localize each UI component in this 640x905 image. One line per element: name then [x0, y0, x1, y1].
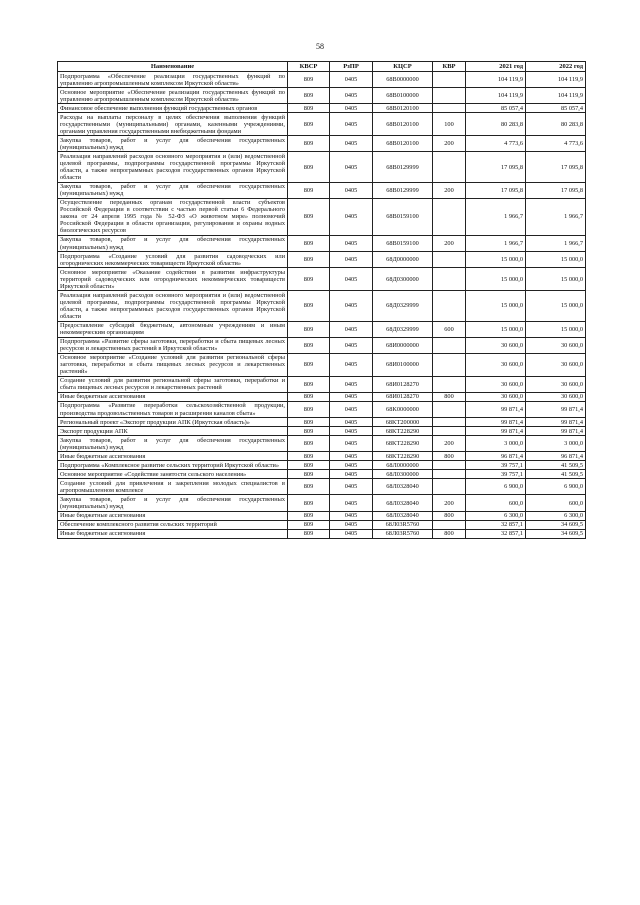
cell-rzpr: 0405 [330, 511, 373, 520]
cell-name: Реализация направлений расходов основного мероприятия и (или) ведомственной целевой программы, подпрограммы государственной программы Иркутской области, а также непрограммных расходов государственных органов Иркутской области [58, 291, 288, 321]
cell-kvr [433, 268, 466, 291]
cell-name: Основное мероприятие «Создание условий для развития региональной сферы заготовки, переработки и сбыта пищевых лесных ресурсов и лекарственных растений» [58, 353, 288, 376]
cell-rzpr: 0405 [330, 113, 373, 136]
cell-2022: 6 300,0 [526, 511, 586, 520]
cell-2021: 30 600,0 [466, 376, 526, 392]
cell-name: Иные бюджетные ассигнования [58, 529, 288, 538]
table-row [58, 291, 586, 321]
header-2021: 2021 год [466, 62, 526, 72]
cell-rzpr: 0405 [330, 291, 373, 321]
cell-kcsr: 68Л03R5760 [373, 529, 433, 538]
cell-kvr: 200 [433, 136, 466, 152]
table-row [58, 479, 586, 495]
cell-kvsr: 809 [288, 511, 330, 520]
cell-kvr [433, 291, 466, 321]
cell-rzpr: 0405 [330, 198, 373, 235]
cell-kvsr: 809 [288, 495, 330, 511]
cell-name: Подпрограмма «Обеспечение реализации государственных функций по управлению агропромышленным комплексом Иркутской области» [58, 72, 288, 88]
cell-kvr [433, 353, 466, 376]
cell-2022: 3 000,0 [526, 436, 586, 452]
cell-name: Основное мероприятие «Содействие занятости сельского населения» [58, 470, 288, 479]
cell-kvr [433, 72, 466, 88]
cell-2022: 1 966,7 [526, 198, 586, 235]
cell-rzpr: 0405 [330, 152, 373, 182]
cell-2022: 85 057,4 [526, 104, 586, 113]
cell-2021: 15 000,0 [466, 291, 526, 321]
table-row [58, 88, 586, 104]
cell-2021: 80 283,8 [466, 113, 526, 136]
cell-kvr [433, 520, 466, 529]
table-row [58, 470, 586, 479]
cell-2021: 1 966,7 [466, 198, 526, 235]
cell-2022: 6 900,0 [526, 479, 586, 495]
cell-kvsr: 809 [288, 136, 330, 152]
cell-name: Подпрограмма «Комплексное развитие сельских территорий Иркутской области» [58, 461, 288, 470]
cell-kcsr: 68B0129999 [373, 182, 433, 198]
cell-kcsr: 68Д0000000 [373, 252, 433, 268]
header-name: Наименование [58, 62, 288, 72]
cell-rzpr: 0405 [330, 88, 373, 104]
table-row [58, 113, 586, 136]
cell-kvr [433, 198, 466, 235]
cell-kcsr: 68Л0000000 [373, 461, 433, 470]
cell-kcsr: 68Л0328040 [373, 479, 433, 495]
cell-2021: 39 757,1 [466, 461, 526, 470]
table-row [58, 337, 586, 353]
cell-2021: 104 119,9 [466, 88, 526, 104]
cell-kcsr: 68Д0329999 [373, 321, 433, 337]
table-row [58, 104, 586, 113]
cell-kvr [433, 461, 466, 470]
cell-rzpr: 0405 [330, 235, 373, 251]
cell-kcsr: 68B0159100 [373, 235, 433, 251]
cell-2022: 99 871,4 [526, 427, 586, 436]
table-row [58, 252, 586, 268]
cell-kvr: 600 [433, 321, 466, 337]
cell-2021: 96 871,4 [466, 452, 526, 461]
cell-kvsr: 809 [288, 152, 330, 182]
cell-2021: 99 871,4 [466, 427, 526, 436]
cell-kvsr: 809 [288, 427, 330, 436]
cell-2022: 80 283,8 [526, 113, 586, 136]
cell-kvsr: 809 [288, 268, 330, 291]
cell-kvsr: 809 [288, 436, 330, 452]
cell-2021: 39 757,1 [466, 470, 526, 479]
table-row [58, 436, 586, 452]
cell-2021: 6 300,0 [466, 511, 526, 520]
cell-name: Осуществление переданных органам государственной власти субъектов Российской Федерации в соответствии с частью первой статьи 6 Федерального закона от 24 апреля 1995 года № 52-ФЗ «О животном мире» полномочий Российской Федерации в области организации, регулирования и охраны водных биологических ресурсов [58, 198, 288, 235]
cell-kvr [433, 418, 466, 427]
cell-2021: 6 900,0 [466, 479, 526, 495]
table-row [58, 376, 586, 392]
cell-name: Расходы на выплаты персоналу в целях обеспечения выполнения функций государственными (муниципальными) органами, казенными учреждениями, органами управления государственными внебюджетными фондами [58, 113, 288, 136]
cell-rzpr: 0405 [330, 376, 373, 392]
cell-kvsr: 809 [288, 182, 330, 198]
cell-kvr [433, 252, 466, 268]
cell-rzpr: 0405 [330, 495, 373, 511]
cell-kvr [433, 470, 466, 479]
cell-2022: 96 871,4 [526, 452, 586, 461]
cell-2021: 17 095,8 [466, 182, 526, 198]
cell-2022: 17 095,8 [526, 152, 586, 182]
cell-kcsr: 68B0120100 [373, 136, 433, 152]
cell-2022: 30 600,0 [526, 337, 586, 353]
cell-kvsr: 809 [288, 88, 330, 104]
page-number: 58 [316, 42, 324, 51]
table-header-row [58, 62, 586, 72]
cell-kvsr: 809 [288, 452, 330, 461]
cell-kvr: 800 [433, 511, 466, 520]
cell-kvr [433, 337, 466, 353]
cell-kvr [433, 88, 466, 104]
cell-kvr: 800 [433, 392, 466, 401]
cell-kvsr: 809 [288, 104, 330, 113]
cell-name: Подпрограмма «Создание условий для развития садоводческих или огороднических некоммерческих товариществ Иркутской области» [58, 252, 288, 268]
cell-2022: 104 119,9 [526, 88, 586, 104]
cell-2021: 99 871,4 [466, 418, 526, 427]
cell-rzpr: 0405 [330, 452, 373, 461]
table-row [58, 235, 586, 251]
cell-2022: 41 509,5 [526, 461, 586, 470]
cell-kvr: 200 [433, 235, 466, 251]
cell-kvsr: 809 [288, 479, 330, 495]
cell-rzpr: 0405 [330, 470, 373, 479]
table-row [58, 520, 586, 529]
cell-2022: 34 609,5 [526, 520, 586, 529]
cell-kvr [433, 427, 466, 436]
cell-kcsr: 68И0100000 [373, 353, 433, 376]
cell-2021: 32 857,1 [466, 520, 526, 529]
cell-kvsr: 809 [288, 198, 330, 235]
cell-2021: 30 600,0 [466, 337, 526, 353]
cell-name: Экспорт продукции АПК [58, 427, 288, 436]
cell-2022: 99 871,4 [526, 401, 586, 417]
cell-2022: 17 095,8 [526, 182, 586, 198]
cell-kvsr: 809 [288, 235, 330, 251]
cell-2021: 600,0 [466, 495, 526, 511]
budget-table [57, 61, 586, 539]
cell-name: Основное мероприятие «Обеспечение реализации государственных функций по управлению агропромышленным комплексом Иркутской области» [58, 88, 288, 104]
cell-kvsr: 809 [288, 401, 330, 417]
cell-2022: 15 000,0 [526, 321, 586, 337]
cell-2022: 600,0 [526, 495, 586, 511]
cell-kcsr: 68Л0328040 [373, 495, 433, 511]
cell-2021: 104 119,9 [466, 72, 526, 88]
cell-rzpr: 0405 [330, 252, 373, 268]
cell-name: Закупка товаров, работ и услуг для обеспечения государственных (муниципальных) нужд [58, 235, 288, 251]
header-kvr: КВР [433, 62, 466, 72]
cell-2021: 1 966,7 [466, 235, 526, 251]
cell-2022: 34 609,5 [526, 529, 586, 538]
cell-name: Реализация направлений расходов основного мероприятия и (или) ведомственной целевой программы, подпрограммы государственной программы Иркутской области, а также непрограммных расходов государственных органов Иркутской области [58, 152, 288, 182]
table-row [58, 72, 586, 88]
cell-2022: 4 773,6 [526, 136, 586, 152]
cell-name: Подпрограмма «Развитие переработки сельскохозяйственной продукции, производства продовольственных товаров и расширения каналов сбыта» [58, 401, 288, 417]
cell-2021: 85 057,4 [466, 104, 526, 113]
cell-name: Иные бюджетные ассигнования [58, 392, 288, 401]
cell-kvsr: 809 [288, 337, 330, 353]
cell-rzpr: 0405 [330, 182, 373, 198]
table-row [58, 198, 586, 235]
cell-kvsr: 809 [288, 353, 330, 376]
cell-2022: 30 600,0 [526, 353, 586, 376]
cell-kvsr: 809 [288, 291, 330, 321]
header-kvsr: КВСР [288, 62, 330, 72]
cell-kcsr: 68KT200000 [373, 418, 433, 427]
cell-2022: 15 000,0 [526, 252, 586, 268]
cell-rzpr: 0405 [330, 520, 373, 529]
table-row [58, 353, 586, 376]
header-2022: 2022 год [526, 62, 586, 72]
cell-kcsr: 68B0120100 [373, 113, 433, 136]
cell-kvsr: 809 [288, 418, 330, 427]
table-row [58, 461, 586, 470]
cell-rzpr: 0405 [330, 72, 373, 88]
cell-kvr: 200 [433, 495, 466, 511]
cell-name: Создание условий для привлечения и закрепления молодых специалистов в агропромышленном комплексе [58, 479, 288, 495]
cell-kcsr: 68Д0300000 [373, 268, 433, 291]
cell-kvsr: 809 [288, 529, 330, 538]
table-row [58, 182, 586, 198]
cell-kcsr: 68И0128270 [373, 376, 433, 392]
cell-kcsr: 68И0000000 [373, 337, 433, 353]
cell-name: Закупка товаров, работ и услуг для обеспечения государственных (муниципальных) нужд [58, 495, 288, 511]
cell-kvr [433, 479, 466, 495]
cell-kvsr: 809 [288, 321, 330, 337]
cell-kcsr: 68И0128270 [373, 392, 433, 401]
cell-2021: 99 871,4 [466, 401, 526, 417]
cell-kvr: 800 [433, 452, 466, 461]
cell-kvsr: 809 [288, 520, 330, 529]
cell-kcsr: 68B0120100 [373, 104, 433, 113]
cell-kvr [433, 376, 466, 392]
table-row [58, 511, 586, 520]
table-row [58, 529, 586, 538]
cell-rzpr: 0405 [330, 268, 373, 291]
cell-kcsr: 68Л0300000 [373, 470, 433, 479]
cell-2022: 1 966,7 [526, 235, 586, 251]
cell-name: Закупка товаров, работ и услуг для обеспечения государственных (муниципальных) нужд [58, 436, 288, 452]
table-row [58, 401, 586, 417]
cell-rzpr: 0405 [330, 529, 373, 538]
cell-2021: 15 000,0 [466, 321, 526, 337]
table-row [58, 495, 586, 511]
cell-kvsr: 809 [288, 113, 330, 136]
cell-kvsr: 809 [288, 72, 330, 88]
cell-kvr [433, 401, 466, 417]
cell-kvsr: 809 [288, 461, 330, 470]
cell-name: Подпрограмма «Развитие сферы заготовки, переработки и сбыта пищевых лесных ресурсов и лекарственных растений в Иркутской области» [58, 337, 288, 353]
cell-kcsr: 68B0129999 [373, 152, 433, 182]
cell-name: Закупка товаров, работ и услуг для обеспечения государственных (муниципальных) нужд [58, 136, 288, 152]
cell-kcsr: 68KT228290 [373, 427, 433, 436]
cell-2022: 41 509,5 [526, 470, 586, 479]
cell-2022: 99 871,4 [526, 418, 586, 427]
cell-2021: 15 000,0 [466, 268, 526, 291]
table-row [58, 152, 586, 182]
cell-name: Создание условий для развития региональной сферы заготовки, переработки и сбыта пищевых лесных ресурсов и лекарственных растений [58, 376, 288, 392]
cell-rzpr: 0405 [330, 401, 373, 417]
header-rzpr: РзПР [330, 62, 373, 72]
cell-kvr: 100 [433, 113, 466, 136]
cell-rzpr: 0405 [330, 392, 373, 401]
cell-kvsr: 809 [288, 376, 330, 392]
cell-kvr: 200 [433, 436, 466, 452]
cell-kvsr: 809 [288, 252, 330, 268]
cell-2022: 15 000,0 [526, 268, 586, 291]
cell-kcsr: 68K0000000 [373, 401, 433, 417]
cell-kvr [433, 104, 466, 113]
cell-rzpr: 0405 [330, 104, 373, 113]
cell-rzpr: 0405 [330, 353, 373, 376]
cell-kcsr: 68KT228290 [373, 452, 433, 461]
cell-rzpr: 0405 [330, 461, 373, 470]
cell-2021: 15 000,0 [466, 252, 526, 268]
cell-rzpr: 0405 [330, 479, 373, 495]
cell-name: Финансовое обеспечение выполнения функций государственных органов [58, 104, 288, 113]
cell-kcsr: 68Л0328040 [373, 511, 433, 520]
cell-rzpr: 0405 [330, 436, 373, 452]
cell-kvsr: 809 [288, 392, 330, 401]
cell-rzpr: 0405 [330, 136, 373, 152]
cell-name: Закупка товаров, работ и услуг для обеспечения государственных (муниципальных) нужд [58, 182, 288, 198]
cell-kcsr: 68KT228290 [373, 436, 433, 452]
cell-kcsr: 68B0159100 [373, 198, 433, 235]
table-row [58, 452, 586, 461]
cell-name: Региональный проект «Экспорт продукции АПК (Иркутская область)» [58, 418, 288, 427]
cell-kvr [433, 152, 466, 182]
table-row [58, 136, 586, 152]
cell-rzpr: 0405 [330, 418, 373, 427]
cell-2021: 4 773,6 [466, 136, 526, 152]
cell-kcsr: 68B0000000 [373, 72, 433, 88]
cell-name: Иные бюджетные ассигнования [58, 452, 288, 461]
cell-2022: 30 600,0 [526, 392, 586, 401]
cell-2021: 30 600,0 [466, 353, 526, 376]
table-row [58, 392, 586, 401]
cell-kvr: 200 [433, 182, 466, 198]
cell-name: Предоставление субсидий бюджетным, автономным учреждениям и иным некоммерческим организациям [58, 321, 288, 337]
cell-kvsr: 809 [288, 470, 330, 479]
cell-rzpr: 0405 [330, 321, 373, 337]
cell-name: Обеспечение комплексного развития сельских территорий [58, 520, 288, 529]
table-body [58, 72, 586, 539]
header-kcsr: КЦСР [373, 62, 433, 72]
cell-2021: 30 600,0 [466, 392, 526, 401]
cell-rzpr: 0405 [330, 427, 373, 436]
table-row [58, 427, 586, 436]
table-row [58, 321, 586, 337]
cell-2021: 3 000,0 [466, 436, 526, 452]
cell-name: Основное мероприятие «Оказание содействия в развитии инфраструктуры территорий садоводческих или огороднических некоммерческих товариществ Иркутской области» [58, 268, 288, 291]
cell-kcsr: 68B0100000 [373, 88, 433, 104]
cell-2021: 17 095,8 [466, 152, 526, 182]
cell-2021: 32 857,1 [466, 529, 526, 538]
table-row [58, 268, 586, 291]
cell-2022: 30 600,0 [526, 376, 586, 392]
cell-name: Иные бюджетные ассигнования [58, 511, 288, 520]
cell-2022: 104 119,9 [526, 72, 586, 88]
cell-kcsr: 68Д0329999 [373, 291, 433, 321]
cell-2022: 15 000,0 [526, 291, 586, 321]
cell-kcsr: 68Л03R5760 [373, 520, 433, 529]
cell-kvr: 800 [433, 529, 466, 538]
cell-rzpr: 0405 [330, 337, 373, 353]
table-row [58, 418, 586, 427]
